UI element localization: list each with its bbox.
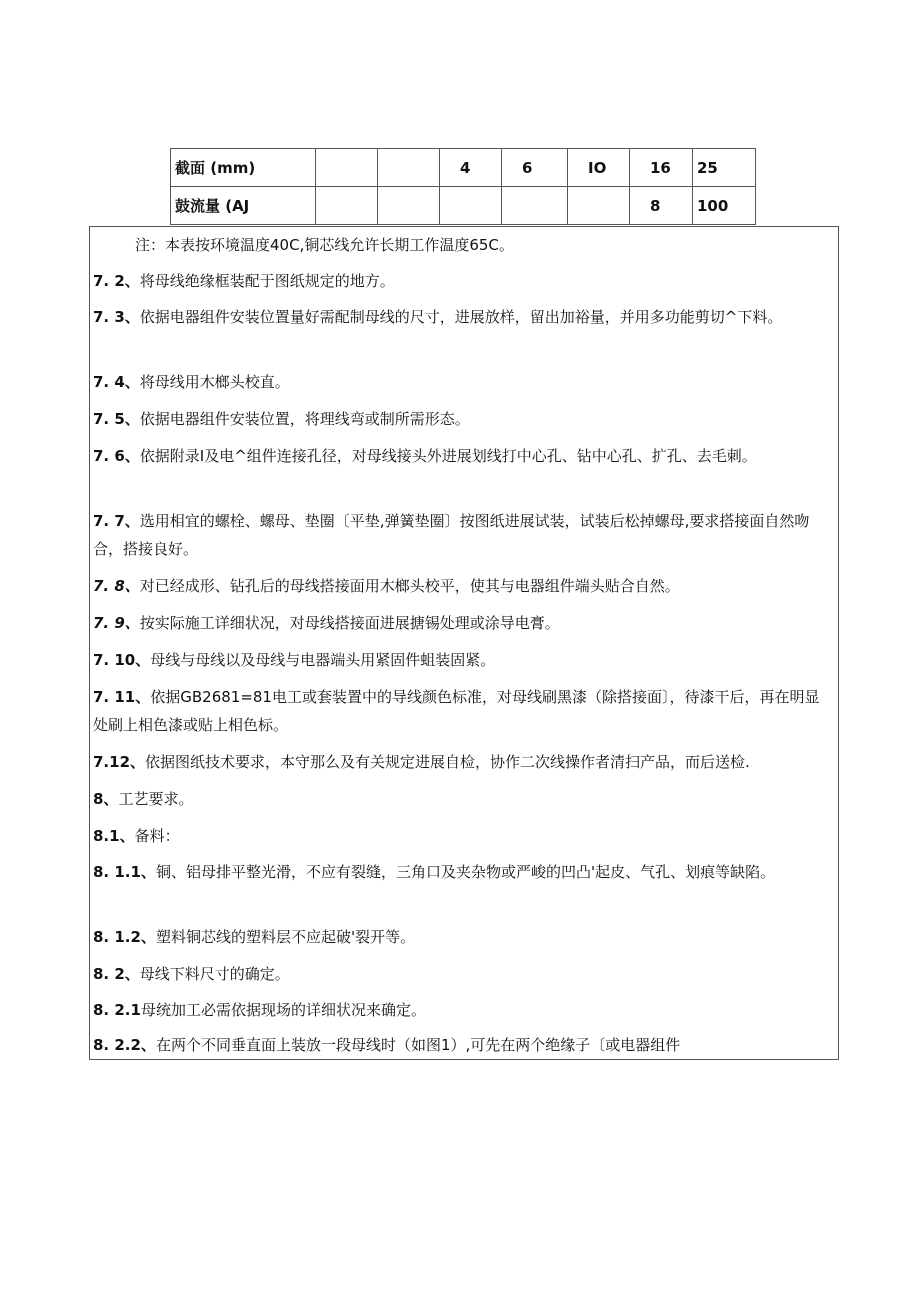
paragraph-text: 依据GB2681=81电工或套装置中的导线颜色标准，对母线刷黑漆（除搭接面〕，待漆干后，再在明显处刷上相色漆或贴上相色标。 xyxy=(93,688,820,734)
table-note: 注：本表按环境温度40C,铜芯线允许长期工作温度65C。 xyxy=(135,236,514,254)
paragraph xyxy=(93,368,834,396)
paragraph-number: 8. 1.2、 xyxy=(93,928,156,946)
paragraph xyxy=(93,646,834,674)
table-cell: 8 xyxy=(630,187,693,225)
paragraph-number: 8.1、 xyxy=(93,827,135,845)
table-row xyxy=(171,149,756,187)
paragraph-text: 塑料铜芯线的塑料层不应起破'裂开等。 xyxy=(155,928,416,946)
paragraph-number: 7. 5、 xyxy=(93,410,140,428)
table-cell xyxy=(316,149,378,187)
table-cell: 6 xyxy=(502,149,568,187)
table-cell: 16 xyxy=(630,149,693,187)
table-row xyxy=(171,187,756,225)
paragraph-number: 7. 6、 xyxy=(93,447,140,465)
paragraph xyxy=(93,996,834,1024)
paragraph-number: 7.12、 xyxy=(93,753,146,771)
paragraph-text: 母线与母线以及母线与电器端头用紧固件蛆装固紧。 xyxy=(150,651,496,669)
row-label: 截面 (mm) xyxy=(171,149,316,187)
content-box xyxy=(89,226,839,1060)
paragraph-number: 7. 7、 xyxy=(93,512,140,530)
paragraph-text: 铜、铝母排平整光滑，不应有裂缝，三角口及夹杂物或严峻的凹凸'起皮、气孔、划痕等缺陷。 xyxy=(155,863,776,881)
paragraph-number: 7. 4、 xyxy=(93,373,140,391)
spec-table xyxy=(170,148,756,225)
paragraph xyxy=(93,405,834,433)
paragraph-text: 母统加工必需依据现场的详细状况来确定。 xyxy=(140,1001,426,1019)
table-cell xyxy=(502,187,568,225)
paragraph xyxy=(93,822,834,850)
table-cell xyxy=(316,187,378,225)
paragraph-text: 将母线用木榔头校直。 xyxy=(139,373,290,391)
paragraph-text: 选用相宜的螺栓、螺母、垫圈〔平垫,弹簧垫圈〕按图纸进展试装，试装后松掉螺母,要求搭接面自然吻合，搭接良好。 xyxy=(93,512,810,558)
paragraph xyxy=(93,923,834,951)
paragraph-text: 母线下料尺寸的确定。 xyxy=(139,965,290,983)
paragraph-text: 备料： xyxy=(134,827,180,845)
paragraph xyxy=(93,442,834,470)
row-label: 鼓流量 (AJ xyxy=(171,187,316,225)
paragraph-text: 在两个不同垂直面上装放一段母线时（如图1）,可先在两个绝缘子〔或电器组件 xyxy=(155,1036,681,1054)
table-cell xyxy=(378,149,440,187)
paragraph xyxy=(93,960,834,988)
paragraph-number: 8、 xyxy=(93,790,119,808)
table-cell: IO xyxy=(568,149,630,187)
table-cell: 100 xyxy=(693,187,756,225)
paragraph-number: 7. 9、 xyxy=(93,614,140,632)
paragraph xyxy=(93,609,834,637)
paragraph-text: 依据电器组件安装位置，将理线弯或制所需形态。 xyxy=(139,410,470,428)
paragraph-number: 7. 8、 xyxy=(93,577,140,595)
paragraph xyxy=(93,507,834,563)
paragraph-number: 8. 1.1、 xyxy=(93,863,156,881)
paragraph-text: 依据附录I及电^组件连接孔径，对母线接头外进展划线打中心孔、钻中心孔、扩孔、去毛刺。 xyxy=(139,447,757,465)
paragraph xyxy=(93,858,834,886)
table-cell: 4 xyxy=(440,149,502,187)
paragraph-text: 对已经成形、钻孔后的母线搭接面用木榔头校平，使其与电器组件端头贴合自然。 xyxy=(139,577,680,595)
paragraph xyxy=(93,683,834,739)
paragraph-text: 工艺要求。 xyxy=(118,790,194,808)
paragraph-text: 依据图纸技术要求，本守那么及有关规定进展自检，协作二次线操作者清扫产品，而后送检. xyxy=(145,753,750,771)
table-cell xyxy=(378,187,440,225)
paragraph-number: 8. 2、 xyxy=(93,965,140,983)
paragraph-number: 7. 3、 xyxy=(93,308,140,326)
paragraph xyxy=(93,785,834,813)
table-cell: 25 xyxy=(693,149,756,187)
paragraph-number: 7. 2、 xyxy=(93,272,140,290)
paragraph-text: 依据电器组件安装位置量好需配制母线的尺寸，进展放样，留出加裕量，并用多功能剪切^下料。 xyxy=(139,308,783,326)
paragraph xyxy=(93,303,834,331)
paragraph-number: 8. 2.2、 xyxy=(93,1036,156,1054)
paragraph-number: 7. 10、 xyxy=(93,651,151,669)
table-cell xyxy=(568,187,630,225)
paragraph xyxy=(93,1031,834,1059)
table-cell xyxy=(440,187,502,225)
paragraph xyxy=(93,267,834,295)
paragraph-number: 8. 2.1 xyxy=(93,1001,141,1019)
paragraph-text: 按实际施工详细状况，对母线搭接面进展搪锡处理或涂导电膏。 xyxy=(139,614,560,632)
paragraph-number: 7. 11、 xyxy=(93,688,151,706)
paragraph-text: 将母线绝缘框装配于图纸规定的地方。 xyxy=(139,272,395,290)
paragraph xyxy=(93,748,834,776)
paragraph xyxy=(93,572,834,600)
